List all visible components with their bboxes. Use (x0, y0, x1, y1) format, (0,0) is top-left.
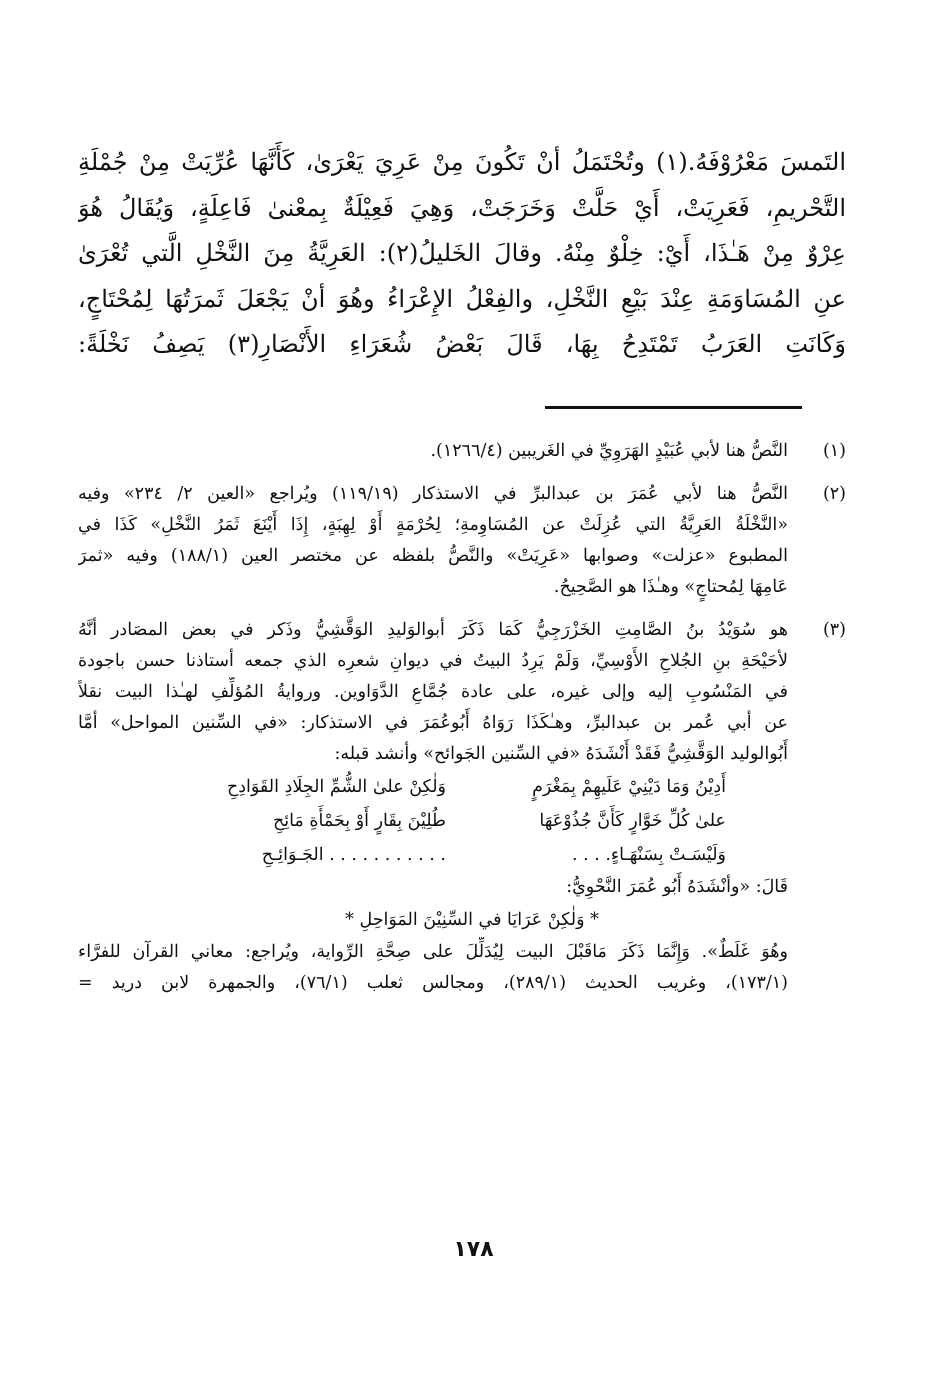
footnote-separator (545, 406, 802, 409)
footnote-line: قَالَ: «وأنْشَدَهُ أَبُو عُمَرَ النَّحْوِيُّ: (566, 877, 788, 897)
main-text-line: التَمسَ مَعْرُوْفَهُ.(١) وتُحْتَمَلُ أنْ تَكُونَ مِنْ عَرِيَ يَعْرَىٰ، كَأَنَّهَا عُرِّيَتْ مِنْ جُمْلَةِ (78, 148, 846, 176)
page-number: ١٧٨ (453, 1237, 494, 1262)
main-text-block (78, 140, 846, 368)
main-text-line: وَكَانَتِ العَرَبُ تَمْتَدِحُ بِهَا، قَالَ بَعْضُ شُعَرَاءِ الأَنْصَارِ(٣) يَصِفُ نَخْلَةً: (78, 330, 846, 358)
footnote-3 (78, 615, 846, 999)
verse-second-hemistich: طُلِيْنَ بِقَارٍ أَوْ بِحَمْأَةِ مَائِحِ (272, 811, 446, 831)
footnote-line: «النَّخْلَةُ العَرِيَّةُ التي عُزِلَتْ عن المُسَاوِمةِ؛ لِحُرْمَةٍ أَوْ لِهِبَةٍ، إِذَا أَيْنَعَ ثَمَرُ النَّخْلِ» كَذَا في (78, 515, 788, 535)
footnotes-block (78, 436, 846, 999)
main-text-line: التَّحْريمِ، فَعَرِيَتْ، أَيْ حَلَّتْ وَخَرَجَتْ، وَهِيَ فَعِيْلَةٌ بِمعْنىٰ فَاعِلَةٍ، وَيُقَالُ هُوَ (78, 193, 846, 222)
footnote-line: النَّصُّ هنا لأبي عُبَيْدٍ الهَرَوِيِّ في الغَريبين (١٢٦٦/٤). (430, 441, 788, 461)
verse-second-hemistich: وَلٰكِنْ علىٰ الشُّمِّ الجِلَادِ القَوَادِحِ (226, 777, 446, 797)
poem-verse (78, 770, 846, 804)
footnote-line: لأحَيْحَةِ بنِ الجُلاحِ الأَوْسِيِّ، وَلَمْ يَرِدُ البيتُ في ديوانِ شعرِه الذي جمعه أستاذنا حسن باجودة (78, 651, 788, 671)
footnote-line: النَّصُّ هنا لأبي عُمَرَ بن عبدالبرِّ في الاستذكار (١١٩/١٩) ويُراجع «العين ٢/ ٢٣٤» وفيه (78, 484, 788, 504)
footnote-line: هو سُوَيْدُ بنُ الصَّامِتِ الخَزْرَجِيُّ كَمَا ذَكَرَ أبوالوَليدِ الوَقَّشِيُّ وذَكر في بعض المصَادر أنَّهُ (78, 620, 788, 640)
verse-first-hemistich: وَلَيْسَـتْ بِسَنْهَـاءٍ. . . . (571, 845, 726, 865)
poem-verse (78, 804, 846, 838)
footnote-line: (١٧٣/١)، وغريب الحديث (٢٨٩/١)، ومجالس ثعلب (٧٦/١)، والجمهرة لابن دريد = (78, 973, 788, 993)
footnote-line: أَبُوالوليد الوَقَّشِيُّ فَقَدْ أَنْشَدَهُ «في السِّنين الجَوائح» وأنشد قبله: (334, 744, 788, 764)
footnote-line: المطبوع «عزلت» وصوابها «عَرِيَتْ» والنَّصُّ بلفظه عن مختصر العين (١٨٨/١) وفيه «ثمرَ (78, 546, 788, 566)
footnote-number: (٣) (822, 620, 846, 640)
footnote-1 (78, 436, 846, 467)
footnote-line: عن أبي عُمر بن عبدالبرِّ، وهـٰكَذَا رَوَاهُ أَبُوعُمَرَ في الاستذكار: «في السِّنين المواحل» أمَّا (78, 713, 788, 733)
verse-first-hemistich: علىٰ كُلِّ خَوَّارٍ كَأَنَّ جُذُوْعَهَا (539, 811, 726, 831)
poem-verse (78, 838, 846, 872)
footnote-2 (78, 479, 846, 603)
footnote-line: عَامِهَا لِمُحتاجٍ» وهـٰذَا هو الصَّحِيحُ. (553, 577, 788, 597)
main-text-line: عنِ المُسَاوَمَةِ عِنْدَ بَيْعِ النَّخْلِ، والفِعْلُ الإِعْرَاءُ وهُوَ أنْ يَجْعَلَ ثَمرَتُهَا لِمُحْتَاجٍ، (78, 284, 846, 313)
verse-first-hemistich: أَدِيْنُ وَمَا دَيْنِيْ عَلَيهِمْ بِمَغْرَمٍ (532, 777, 726, 797)
quoted-hemistich: * وَلٰكِنْ عَرَايَا في السِّنِيْنَ المَوَاحِلِ * (345, 910, 599, 930)
footnote-number: (٢) (822, 484, 846, 504)
footnote-line: وهُوَ غَلَطٌ». وَإِنَّمَا ذَكَرَ مَاقَبْلَ البيت لِيُدَلِّلَ على صِحَّةِ الرِّواية، ويُراجع: معاني القرآن للفرَّاء (78, 942, 788, 962)
footnote-number: (١) (822, 441, 846, 461)
main-text-line: عِرْوٌ مِنْ هَـٰذَا، أَيْ: خِلْوٌ مِنْهُ. وقالَ الخَليلُ(٢): العَرِيَّةُ مِنَ النَّخْلِ الَّتي تُعْرَىٰ (78, 239, 846, 267)
footnote-line: في المَنْسُوبِ إليه وإلى غيره، على عادة جُمَّاعِ الدَّوَاوين. وروايةُ المُؤلِّفِ لهـٰذا البيت نقلاً (78, 682, 788, 702)
verse-second-hemistich: . . . . . . . . . . . الجَـوَائِـحِ (261, 845, 446, 865)
